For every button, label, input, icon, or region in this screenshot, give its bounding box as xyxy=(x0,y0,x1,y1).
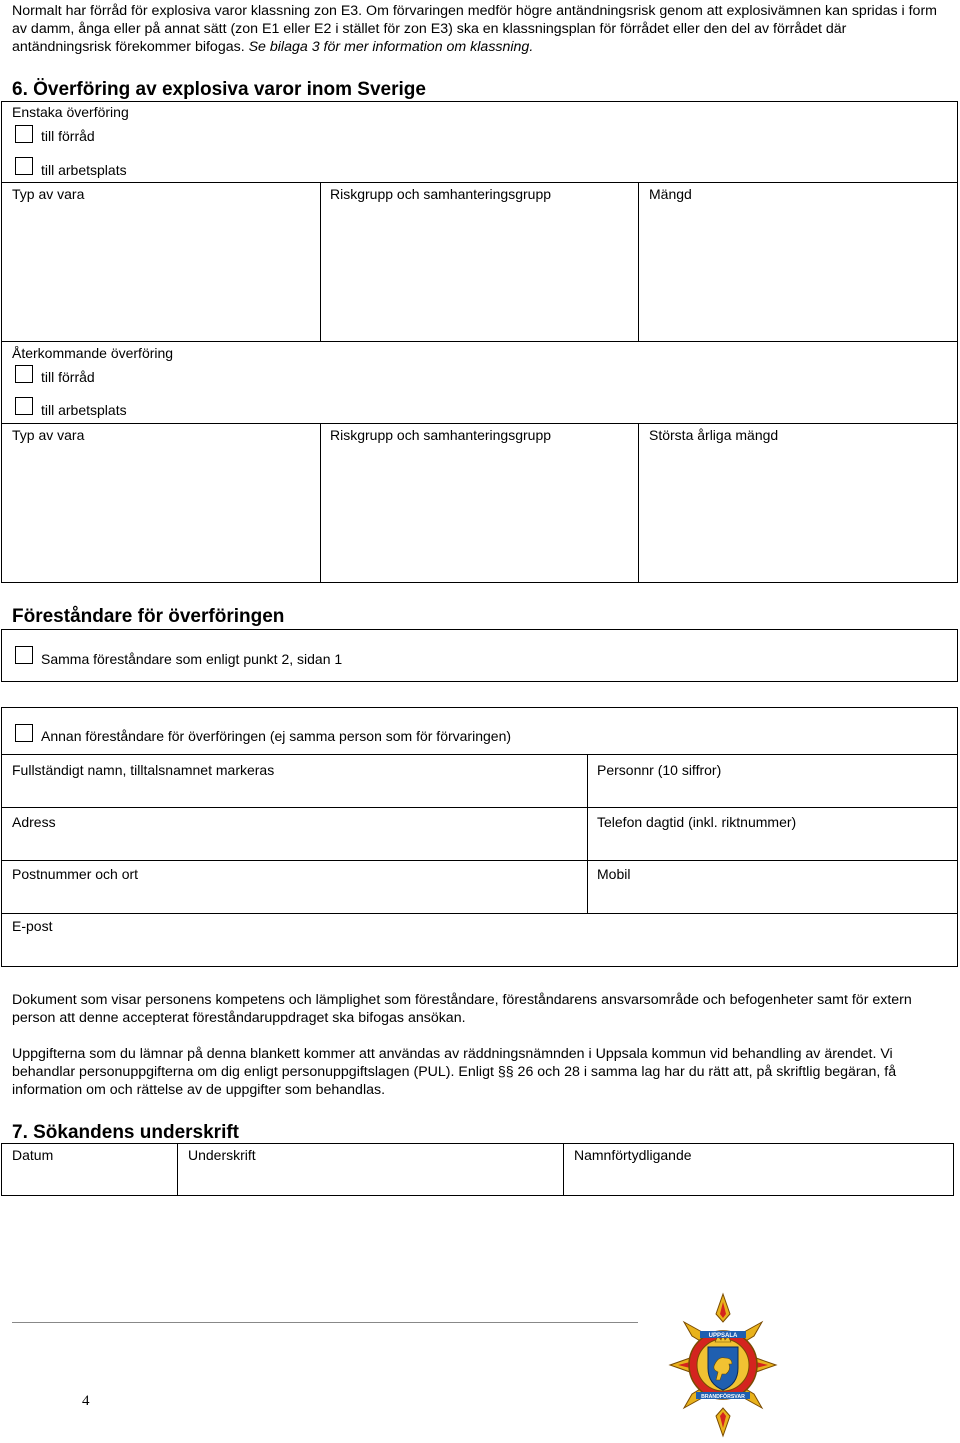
mobile-field[interactable] xyxy=(590,884,954,909)
attachment-note: Dokument som visar personens kompetens och lämplighet som föreståndare, föreståndarens ansvarsområde och befogenheter samt för extern person att denne accepterat föreståndaruppdraget ska bifogas ansökan. xyxy=(12,992,912,1026)
email-label: E-post xyxy=(12,918,53,934)
single-quantity-field[interactable] xyxy=(642,206,954,338)
column-divider xyxy=(638,423,639,583)
intro-text: Normalt har förråd för explosiva varor klassning zon E3. Om förvaringen medför högre antändningsrisk genom att explosivämnen kan spridas i form av damm, ånga eller på annat sätt (zon E1 eller E2 i stället för zon E3) ska en klassningsplan för förrådet eller den del av förrådet där antändningsrisk förekommer bifogas. xyxy=(12,3,937,55)
single-to-storage-label: till förråd xyxy=(41,128,95,144)
single-to-worksite-checkbox[interactable] xyxy=(15,157,33,175)
name-clarification-field[interactable] xyxy=(566,1166,951,1193)
recurring-to-storage-label: till förråd xyxy=(41,369,95,385)
fullname-label: Fullständigt namn, tilltalsnamnet markeras xyxy=(12,762,275,778)
recurring-to-worksite-label: till arbetsplats xyxy=(41,402,127,418)
recurring-col-riskgroup: Riskgrupp och samhanteringsgrupp xyxy=(330,427,552,443)
manager-title: Föreståndare för överföringen xyxy=(12,606,285,627)
section-7-title: 7. Sökandens underskrift xyxy=(12,1122,240,1143)
pul-note: Uppgifterna som du lämnar på denna blankett kommer att användas av räddningsnämnden i Uppsala kommun vid behandling av ärendet. Vi behandlar personuppgifterna om dig enligt personuppgiftslagen (PUL). Enligt §§ 26 och 28 i samma lag har du rätt att, på skriftlig begäran, få information om och rättelse av de uppgifter som behandlas. xyxy=(12,1046,897,1098)
divider xyxy=(1,754,958,755)
same-manager-checkbox[interactable] xyxy=(15,646,33,664)
footer-rule xyxy=(12,1322,638,1323)
signature-label: Underskrift xyxy=(188,1147,256,1163)
personnr-label: Personnr (10 siffror) xyxy=(597,762,722,778)
personnr-field[interactable] xyxy=(590,780,954,805)
single-type-field[interactable] xyxy=(4,206,316,338)
divider xyxy=(1,860,958,861)
postal-label: Postnummer och ort xyxy=(12,866,139,882)
divider xyxy=(1,807,958,808)
column-divider xyxy=(638,182,639,342)
other-manager-checkbox[interactable] xyxy=(15,724,33,742)
uppsala-brandforsvar-logo xyxy=(668,1292,778,1438)
same-manager-label: Samma föreståndare som enligt punkt 2, sidan 1 xyxy=(41,651,343,667)
column-divider xyxy=(587,754,588,913)
recurring-col-type: Typ av vara xyxy=(12,427,85,443)
address-field[interactable] xyxy=(4,832,584,857)
recurring-type-field[interactable] xyxy=(4,447,316,579)
email-field[interactable] xyxy=(4,936,954,964)
fire-emblem-icon xyxy=(668,1292,778,1438)
recurring-quantity-field[interactable] xyxy=(642,447,954,579)
single-col-quantity: Mängd xyxy=(649,186,692,202)
postal-field[interactable] xyxy=(4,884,584,909)
single-col-riskgroup: Riskgrupp och samhanteringsgrupp xyxy=(330,186,552,202)
recurring-to-storage-checkbox[interactable] xyxy=(15,365,33,383)
intro-italic-note: Se bilaga 3 för mer information om klassning. xyxy=(248,39,534,55)
other-manager-label: Annan föreståndare för överföringen (ej samma person som för förvaringen) xyxy=(41,728,512,744)
logo-bottom-text: BRANDFÖRSVAR xyxy=(701,1394,745,1400)
recurring-col-max-annual: Största årliga mängd xyxy=(649,427,779,443)
column-divider xyxy=(563,1143,564,1196)
intro-paragraph xyxy=(12,2,947,56)
recurring-to-worksite-checkbox[interactable] xyxy=(15,397,33,415)
signature-field[interactable] xyxy=(180,1166,560,1193)
recurring-transfer-heading: Återkommande överföring xyxy=(12,345,174,361)
column-divider xyxy=(320,423,321,583)
address-label: Adress xyxy=(12,814,56,830)
section-6-title: 6. Överföring av explosiva varor inom Sverige xyxy=(12,79,426,100)
mobile-label: Mobil xyxy=(597,866,631,882)
single-col-type: Typ av vara xyxy=(12,186,85,202)
name-clarification-label: Namnförtydligande xyxy=(574,1147,692,1163)
recurring-riskgroup-field[interactable] xyxy=(324,447,634,579)
logo-top-text: UPPSALA xyxy=(708,1333,738,1339)
phone-field[interactable] xyxy=(590,832,954,857)
divider xyxy=(1,913,958,914)
single-to-worksite-label: till arbetsplats xyxy=(41,162,127,178)
column-divider xyxy=(177,1143,178,1196)
single-transfer-heading: Enstaka överföring xyxy=(12,104,129,120)
divider xyxy=(1,182,958,183)
single-riskgroup-field[interactable] xyxy=(324,206,634,338)
column-divider xyxy=(320,182,321,342)
single-to-storage-checkbox[interactable] xyxy=(15,125,33,143)
divider xyxy=(1,423,958,424)
phone-label: Telefon dagtid (inkl. riktnummer) xyxy=(597,814,797,830)
date-label: Datum xyxy=(12,1147,54,1163)
date-field[interactable] xyxy=(4,1166,174,1193)
page-number: 4 xyxy=(82,1393,90,1409)
fullname-field[interactable] xyxy=(4,780,584,805)
